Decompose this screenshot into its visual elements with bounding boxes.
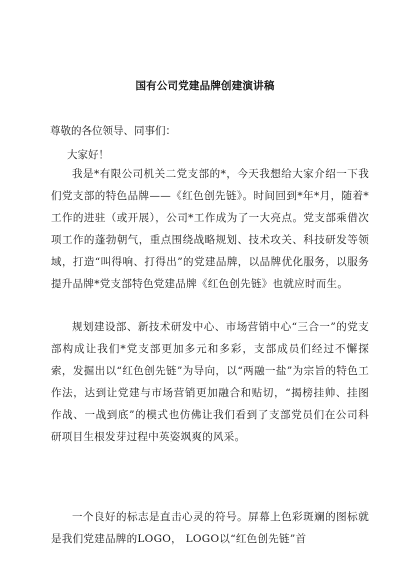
paragraph-logo: 一个良好的标志是直击心灵的符号。屏幕上色彩斑斓的图标就是我们党建品牌的LOGO， LOGO以“红色创先链”首 xyxy=(51,511,369,545)
paragraph-structure: 规划建设部、新技术研发中心、市场营销中心“三合一”的党支部构成让我们*党支部更加多元和多彩，支部成员们经过不懈探索，发掘出以“红色创先链”为导向，以“两融一盐”为宗旨的特色工作法，达到让党建与市场营销更加融合和贴切，“揭榜挂帅、挂图作战、一战到底”的模式也仿佛让我们看到了支部党员们在公司科研项目生根发芽过程中英姿飒爽的风采。 xyxy=(51,321,369,443)
salutation: 尊敬的各位领导、同事们： xyxy=(50,125,176,137)
paragraph-intro: 我是*有限公司机关二党支部的*，今天我想给大家介绍一下我们党支部的特色品牌——《红色创先链》。时间回到*年*月，随着*工作的进驻（或开展），公司*工作成为了一大亮点。党支部乘借次项工作的蓬勃朝气，重点围绕战略规划、技术攻关、科技研发等领域，打造“叫得响、打得出”的党建品牌，以品牌优化服务，以服务提升品牌*党支部特色党建品牌《红色创先链》也就应时而生。 xyxy=(51,168,369,290)
greeting: 大家好！ xyxy=(67,149,109,161)
document-title: 国有公司党建品牌创建演讲稿 xyxy=(135,80,275,92)
